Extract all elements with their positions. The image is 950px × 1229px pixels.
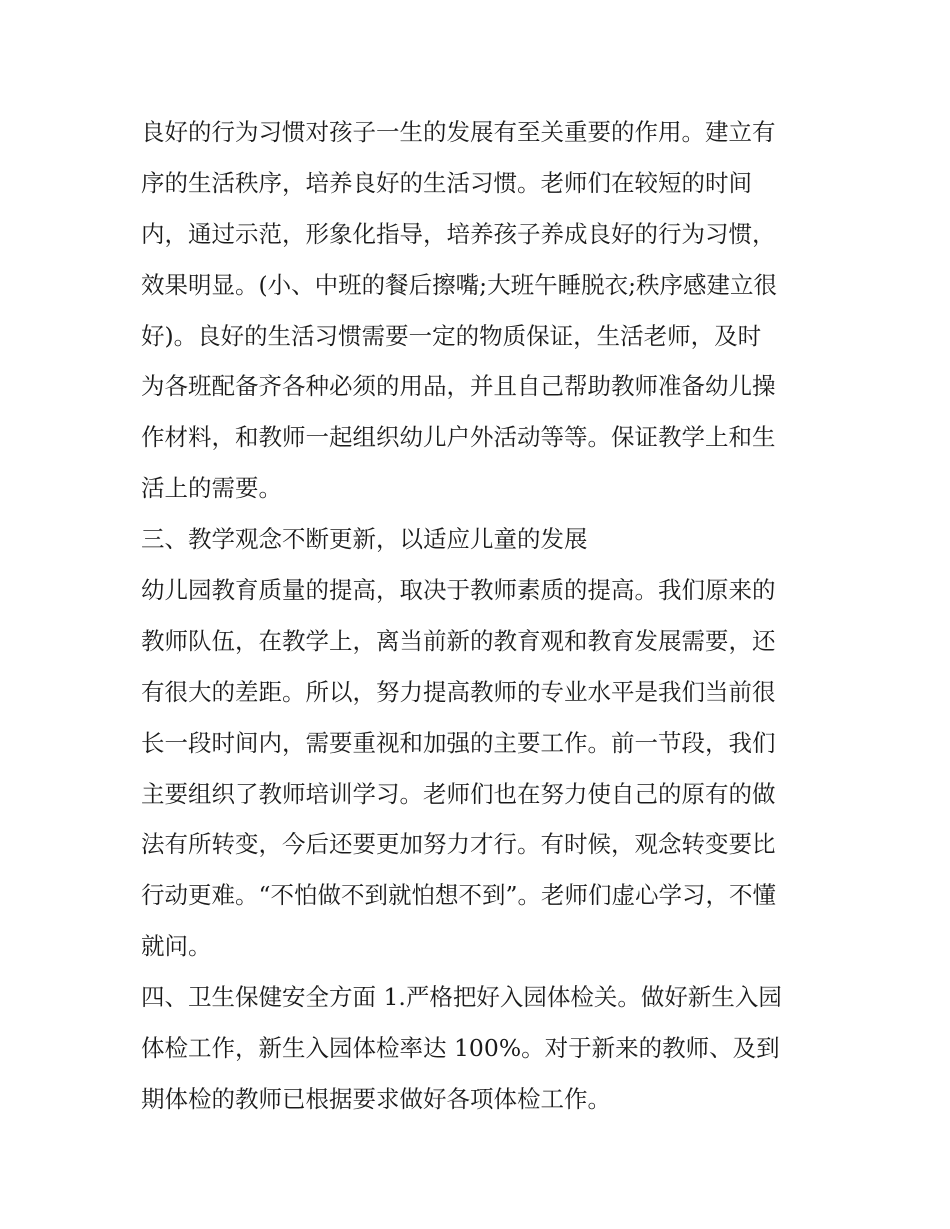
text-line: 有很大的差距。所以，努力提高教师的专业水平是我们当前很 [141,677,776,706]
text-line: 主要组织了教师培训学习。老师们也在努力使自己的原有的做 [141,779,776,808]
section-heading: 四、卫生保健安全方面 1.严格把好入园体检关。做好新生入园 [141,983,782,1012]
text-line: 好)。良好的生活习惯需要一定的物质保证，生活老师，及时 [141,321,762,350]
text-line: 效果明显。(小、中班的餐后擦嘴;大班午睡脱衣;秩序感建立很 [141,270,778,299]
text-line: 教师队伍，在教学上，离当前新的教育观和教育发展需要，还 [141,626,776,655]
text-line: 幼儿园教育质量的提高，取决于教师素质的提高。我们原来的 [141,576,776,605]
document-body [141,107,821,1125]
text-line: 法有所转变，今后还要更加努力才行。有时候，观念转变要比 [141,830,776,859]
text-line: 内，通过示范，形象化指导，培养孩子养成良好的行为习惯， [141,219,776,248]
text-line: 活上的需要。 [141,474,282,503]
text-line: 体检工作，新生入园体检率达 100%。对于新来的教师、及到 [141,1034,780,1063]
text-line: 良好的行为习惯对孩子一生的发展有至关重要的作用。建立有 [141,118,776,146]
text-line: 期体检的教师已根据要求做好各项体检工作。 [141,1084,611,1113]
text-line: 为各班配备齐各种必须的用品，并且自己帮助教师准备幼儿操 [141,372,776,401]
text-line: 就问。 [141,932,212,961]
text-line: 长一段时间内，需要重视和加强的主要工作。前一节段，我们 [141,728,776,757]
section-heading: 三、教学观念不断更新，以适应儿童的发展 [141,525,588,554]
text-line: 行动更难。“不怕做不到就怕想不到”。老师们虚心学习，不懂 [141,881,777,910]
text-line: 序的生活秩序，培养良好的生活习惯。老师们在较短的时间 [141,168,752,197]
text-line: 作材料，和教师一起组织幼儿户外活动等等。保证教学上和生 [141,423,776,452]
